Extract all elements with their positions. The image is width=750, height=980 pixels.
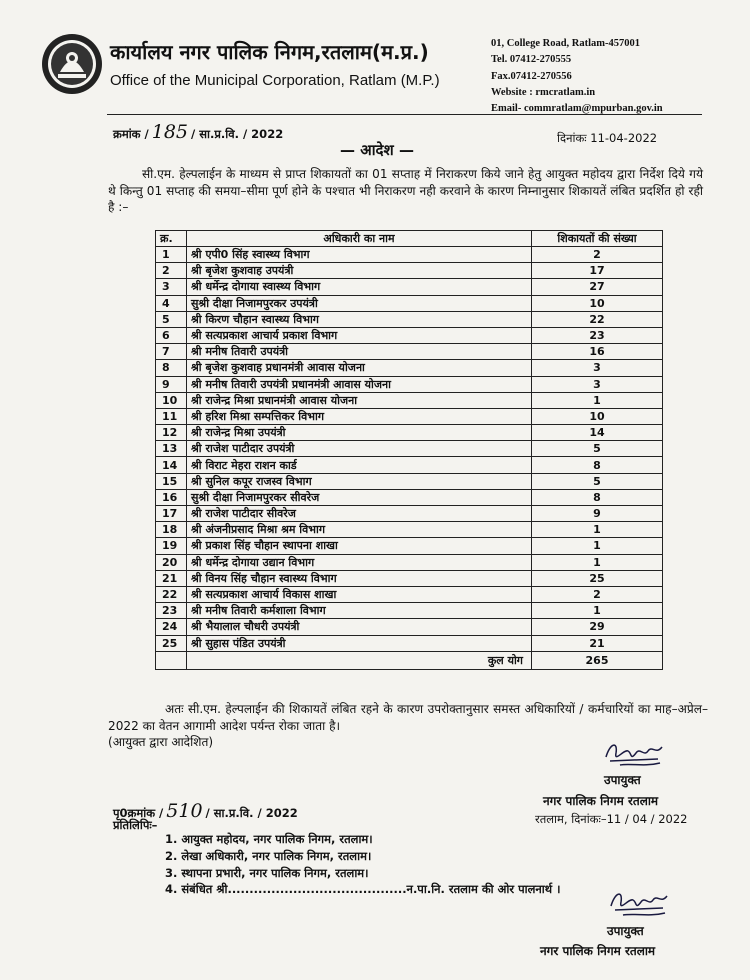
table-row (156, 263, 663, 279)
row-officer-name: श्री बृजेश कुशवाह प्रधानमंत्री आवास योजना (187, 360, 532, 376)
row-serial: 6 (156, 327, 187, 343)
row-officer-name: श्री राजेन्द्र मिश्रा उपयंत्री (187, 425, 532, 441)
row-serial: 14 (156, 457, 187, 473)
table-row (156, 441, 663, 457)
row-complaint-count: 14 (532, 425, 663, 441)
office-title-hindi: कार्यालय नगर पालिक निगम,रतलाम(म.प्र.) (110, 40, 429, 64)
table-row (156, 473, 663, 489)
row-officer-name: सुश्री दीक्षा निजामपुरकर उपयंत्री (187, 295, 532, 311)
table-row (156, 603, 663, 619)
signatory-1-place-date: रतलाम, दिनांकः–11 / 04 / 2022 (535, 812, 688, 826)
total-value: 265 (532, 651, 663, 669)
row-officer-name: श्री सत्यप्रकाश आचार्य प्रकाश विभाग (187, 327, 532, 343)
copy-to-list (165, 831, 561, 898)
table-row (156, 327, 663, 343)
intro-paragraph-text: सी.एम. हेल्पलाईन के माध्यम से प्राप्त शिकायतों का 01 सप्ताह में निराकरण किये जाने हेतु आयुक्त महोदय द्वारा निर्देश दिये गये थे किन्तु 01 सप्ताह की समया–सीमा पूर्ण होने के पश्चात भी निराकरण नही करवाने के कारण निम्नानुसार शिकायतें लंबित प्रदर्शित हो रही है :– (108, 167, 703, 214)
row-complaint-count: 10 (532, 295, 663, 311)
row-officer-name: श्री धर्मेन्द्र दोगाया स्वास्थ्य विभाग (187, 279, 532, 295)
row-serial: 4 (156, 295, 187, 311)
endorsement-handwritten-number: 510 (166, 800, 203, 822)
header-complaint-count: शिकायतों की संख्या (532, 231, 663, 247)
table-row (156, 408, 663, 424)
row-complaint-count: 3 (532, 376, 663, 392)
endorsement-prefix: पृ0क्रमांक / (113, 806, 164, 820)
row-officer-name: श्री धर्मेन्द्र दोगाया उद्यान विभाग (187, 554, 532, 570)
table-row (156, 554, 663, 570)
row-serial: 11 (156, 408, 187, 424)
row-serial: 21 (156, 570, 187, 586)
row-officer-name: श्री राजेश पाटीदार उपयंत्री (187, 441, 532, 457)
row-officer-name: श्री सत्यप्रकाश आचार्य विकास शाखा (187, 586, 532, 602)
row-complaint-count: 25 (532, 570, 663, 586)
copy-to-label: प्रतिलिपिः– (113, 818, 158, 832)
row-serial: 9 (156, 376, 187, 392)
row-officer-name: श्री विनय सिंह चौहान स्वास्थ्य विभाग (187, 570, 532, 586)
row-complaint-count: 27 (532, 279, 663, 295)
row-serial: 16 (156, 489, 187, 505)
row-serial: 18 (156, 522, 187, 538)
pending-complaints-table (155, 230, 663, 670)
table-row (156, 538, 663, 554)
header-serial: क्र. (156, 231, 187, 247)
row-complaint-count: 1 (532, 554, 663, 570)
table-row (156, 489, 663, 505)
contact-website: Website : rmcratlam.in (491, 86, 596, 98)
copy-item-4: 4. संबंधित श्री.........................................न.पा.नि. रतलाम की ओर पालनार्थ । (165, 882, 561, 897)
row-complaint-count: 17 (532, 263, 663, 279)
order-authority: (आयुक्त द्वारा आदेशित) (108, 735, 214, 749)
row-serial: 20 (156, 554, 187, 570)
intro-paragraph (108, 166, 703, 216)
header-officer-name: अधिकारी का नाम (187, 231, 532, 247)
row-officer-name: श्री सुहास पंडित उपयंत्री (187, 635, 532, 651)
table-header-row (156, 231, 663, 247)
copy-item-1: 1. आयुक्त महोदय, नगर पालिक निगम, रतलाम। (165, 832, 373, 846)
table-row (156, 425, 663, 441)
order-reference-number (113, 121, 283, 143)
row-serial: 15 (156, 473, 187, 489)
row-officer-name: श्री मनीष तिवारी उपयंत्री प्रधानमंत्री आवास योजना (187, 376, 532, 392)
contact-telephone: Tel. 07412-270555 (491, 54, 572, 66)
row-officer-name: श्री बृजेश कुशवाह उपयंत्री (187, 263, 532, 279)
table-row (156, 522, 663, 538)
row-officer-name: श्री किरण चौहान स्वास्थ्य विभाग (187, 311, 532, 327)
signatory-1-organization: नगर पालिक निगम रतलाम (543, 794, 659, 808)
order-paragraph-text: अतः सी.एम. हेल्पलाईन की शिकायतें लंबित रहने के कारण उपरोक्तानुसार समस्त अधिकारियों / कर्मचारियों का माह–अप्रेल–2022 का वेतन आगामी आदेश पर्यन्त रोका जाता है। (108, 702, 708, 733)
row-officer-name: श्री राजेश पाटीदार सीवरेज (187, 506, 532, 522)
letterhead-divider (107, 114, 702, 115)
row-officer-name: श्री भैयालाल चौधरी उपयंत्री (187, 619, 532, 635)
copy-item-3: 3. स्थापना प्रभारी, नगर पालिक निगम, रतलाम। (165, 865, 369, 880)
row-officer-name: श्री राजेन्द्र मिश्रा प्रधानमंत्री आवास योजना (187, 392, 532, 408)
row-complaint-count: 1 (532, 522, 663, 538)
row-complaint-count: 1 (532, 392, 663, 408)
reference-suffix: / सा.प्र.वि. / 2022 (191, 127, 284, 141)
table-row (156, 295, 663, 311)
table-row (156, 247, 663, 263)
row-serial: 10 (156, 392, 187, 408)
row-serial: 19 (156, 538, 187, 554)
row-officer-name: श्री हरिश मिश्रा सम्पत्तिकर विभाग (187, 408, 532, 424)
corporation-logo-emblem (40, 32, 104, 96)
row-complaint-count: 2 (532, 586, 663, 602)
row-serial: 22 (156, 586, 187, 602)
total-label: कुल योग (187, 651, 532, 669)
row-complaint-count: 2 (532, 247, 663, 263)
row-complaint-count: 8 (532, 457, 663, 473)
row-complaint-count: 21 (532, 635, 663, 651)
row-serial: 8 (156, 360, 187, 376)
row-serial: 3 (156, 279, 187, 295)
table-row (156, 392, 663, 408)
row-serial: 7 (156, 344, 187, 360)
row-officer-name: श्री मनीष तिवारी कर्मशाला विभाग (187, 603, 532, 619)
row-officer-name: श्री एपी0 सिंह स्वास्थ्य विभाग (187, 247, 532, 263)
row-complaint-count: 3 (532, 360, 663, 376)
row-complaint-count: 23 (532, 327, 663, 343)
signatory-2-designation: उपायुक्त (607, 924, 644, 938)
row-complaint-count: 5 (532, 473, 663, 489)
row-serial: 2 (156, 263, 187, 279)
order-title: — आदेश — (340, 141, 414, 159)
row-serial: 17 (156, 506, 187, 522)
signature-deputy-commissioner-2 (605, 882, 675, 920)
row-officer-name: श्री सुनिल कपूर राजस्व विभाग (187, 473, 532, 489)
table-row (156, 279, 663, 295)
table-row (156, 570, 663, 586)
row-serial: 13 (156, 441, 187, 457)
contact-email: Email- commratlam@mpurban.gov.in (491, 103, 663, 115)
reference-prefix: क्रमांक / (113, 127, 149, 141)
endorsement-suffix: / सा.प्र.वि. / 2022 (205, 806, 298, 820)
row-serial: 23 (156, 603, 187, 619)
row-officer-name: सुश्री दीक्षा निजामपुरकर सीवरेज (187, 489, 532, 505)
row-complaint-count: 9 (532, 506, 663, 522)
row-officer-name: श्री मनीष तिवारी उपयंत्री (187, 344, 532, 360)
row-serial: 1 (156, 247, 187, 263)
row-complaint-count: 8 (532, 489, 663, 505)
total-empty-cell (156, 651, 187, 669)
signature-deputy-commissioner (600, 735, 672, 771)
table-row (156, 586, 663, 602)
row-serial: 24 (156, 619, 187, 635)
copy-item-2: 2. लेखा अधिकारी, नगर पालिक निगम, रतलाम। (165, 848, 372, 863)
row-complaint-count: 5 (532, 441, 663, 457)
table-row (156, 344, 663, 360)
row-complaint-count: 16 (532, 344, 663, 360)
row-serial: 12 (156, 425, 187, 441)
row-complaint-count: 1 (532, 603, 663, 619)
signatory-1-designation: उपायुक्त (604, 773, 641, 787)
table-row (156, 457, 663, 473)
order-date: दिनांकः 11-04-2022 (557, 131, 658, 145)
row-complaint-count: 29 (532, 619, 663, 635)
table-row (156, 376, 663, 392)
table-row (156, 360, 663, 376)
row-officer-name: श्री अंजनीप्रसाद मिश्रा श्रम विभाग (187, 522, 532, 538)
contact-fax: Fax.07412-270556 (491, 70, 572, 82)
row-serial: 5 (156, 311, 187, 327)
row-complaint-count: 1 (532, 538, 663, 554)
table-body (156, 247, 663, 670)
row-complaint-count: 22 (532, 311, 663, 327)
row-officer-name: श्री विराट मेहरा राशन कार्ड (187, 457, 532, 473)
row-serial: 25 (156, 635, 187, 651)
contact-block (491, 36, 663, 117)
office-title-english: Office of the Municipal Corporation, Ratlam (M.P.) (110, 72, 440, 89)
reference-handwritten-number: 185 (151, 121, 188, 143)
row-officer-name: श्री प्रकाश सिंह चौहान स्थापना शाखा (187, 538, 532, 554)
table-row (156, 311, 663, 327)
table-total-row (156, 651, 663, 669)
table-row (156, 619, 663, 635)
contact-address: 01, College Road, Ratlam-457001 (491, 38, 641, 49)
row-complaint-count: 10 (532, 408, 663, 424)
table-row (156, 635, 663, 651)
signatory-2-organization: नगर पालिक निगम रतलाम (540, 944, 656, 958)
table-row (156, 506, 663, 522)
